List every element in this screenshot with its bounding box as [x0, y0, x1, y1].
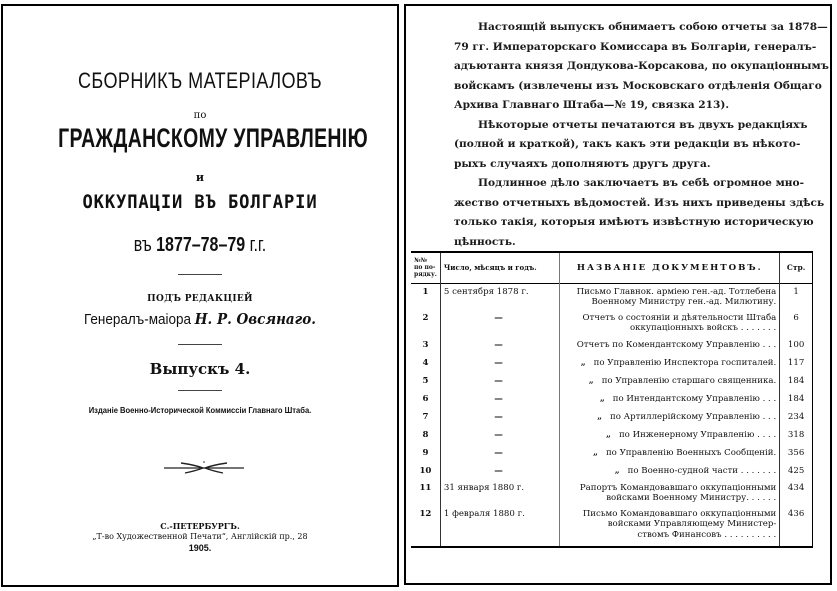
- header-date: Число, мѣсяцъ и годъ.: [440, 252, 559, 283]
- title-line: [563, 297, 776, 308]
- title-text: ствомъ Финансовъ . . . . . . . . . .: [637, 529, 777, 540]
- contents-page: [404, 4, 832, 585]
- title-line: [563, 323, 776, 334]
- title-text: по Интендантскому Управленію . . .: [612, 393, 777, 404]
- row-number: 12: [411, 506, 440, 548]
- row-document-title: [560, 354, 780, 372]
- title-line: [563, 493, 776, 504]
- row-number: 9: [411, 444, 440, 462]
- preface-line: только такія, которыя имѣютъ извѣстную историческую: [454, 216, 814, 228]
- row-number: 2: [411, 310, 440, 336]
- title-conjunction: и: [195, 171, 205, 184]
- row-page: 184: [780, 372, 813, 390]
- title-text: Письмо Командовавшаго оккупаціонными: [582, 508, 777, 519]
- row-document-title: [560, 462, 780, 480]
- row-page: 100: [780, 336, 813, 354]
- row-date: —: [440, 336, 559, 354]
- row-date: —: [440, 426, 559, 444]
- title-line: [563, 519, 776, 530]
- row-page: 356: [780, 444, 813, 462]
- editor-line: [23, 310, 378, 328]
- preface-line: рыхъ случаяхъ дополняютъ другъ друга.: [454, 157, 711, 170]
- table-row: [411, 354, 813, 372]
- table-row: [411, 408, 813, 426]
- row-date: 31 января 1880 г.: [440, 480, 559, 506]
- title-line: [563, 390, 776, 408]
- title-text: по Инженерному Управленію . . . .: [618, 429, 777, 440]
- ditto-mark: „: [597, 411, 603, 422]
- title-text: Письмо Главнок. арміею ген.-ад. Тотлебена: [576, 286, 777, 297]
- preface-paragraph-2: [454, 116, 814, 175]
- row-document-title: [560, 336, 780, 354]
- row-number: 1: [411, 283, 440, 310]
- row-number: 4: [411, 354, 440, 372]
- years-suffix: г.г.: [249, 234, 267, 256]
- row-page: 117: [780, 354, 813, 372]
- table-row: [411, 336, 813, 354]
- title-text: по Управленію Военныхъ Сообщеній.: [605, 447, 777, 458]
- row-date: —: [440, 408, 559, 426]
- title-text: Отчетъ о состояніи и дѣятельности Штаба: [582, 312, 777, 323]
- ditto-mark: „: [580, 357, 586, 368]
- row-date: —: [440, 372, 559, 390]
- title-line: [563, 287, 776, 298]
- ditto-mark: „: [606, 429, 611, 440]
- row-number: 7: [411, 408, 440, 426]
- imprint-city: С.-ПЕТЕРБУРГЪ.: [160, 521, 240, 531]
- preface-line: Подлинное дѣло заключаетъ въ себѣ огромное мно-: [478, 177, 805, 189]
- imprint-year: 1905.: [188, 543, 212, 553]
- years-value: 1877–78–79: [156, 234, 246, 256]
- row-number: 8: [411, 426, 440, 444]
- row-document-title: [560, 480, 780, 506]
- row-date: —: [440, 390, 559, 408]
- title-text: по Управленію Инспектора госпиталей.: [593, 357, 777, 368]
- years-prefix: въ: [133, 234, 152, 256]
- title-line-civil-administration: ГРАЖДАНСКОМУ УПРАВЛЕНІЮ: [58, 123, 368, 153]
- ditto-mark: „: [593, 447, 598, 458]
- title-line: [563, 462, 776, 480]
- row-document-title: [560, 506, 780, 548]
- title-line: [563, 408, 776, 426]
- ditto-mark: „: [588, 375, 594, 386]
- preface-line: жество отчетныхъ вѣдомостей. Изъ нихъ приведены здѣсь: [454, 196, 825, 209]
- title-line: [563, 313, 776, 324]
- row-document-title: [560, 310, 780, 336]
- table-row: [411, 372, 813, 390]
- title-text: войсками Военному Министру. . . . . .: [606, 493, 777, 503]
- row-date: 1 февраля 1880 г.: [440, 506, 559, 548]
- ditto-mark: „: [614, 465, 620, 476]
- preface-line: (полной и краткой), такъ какъ эти редакціи въ нѣкото-: [454, 138, 801, 150]
- preface-paragraph-3: [454, 174, 825, 252]
- preface-line: адъютанта князя Дондукова-Корсакова, по окупаціоннымъ: [454, 60, 829, 72]
- title-page: [1, 4, 399, 587]
- preface-line: Настоящій выпускъ обнимаетъ собою отчеты за 1878—: [478, 21, 828, 33]
- preface-paragraph-1: [454, 18, 829, 116]
- title-line: [563, 483, 776, 494]
- preface-line: 79 гг. Императорскаго Комиссара въ Болгаріи, генералъ-: [454, 40, 817, 53]
- title-line-collection: СБОРНИКЪ МАТЕРІАЛОВЪ: [77, 68, 323, 93]
- divider: [178, 274, 222, 275]
- row-document-title: [560, 426, 780, 444]
- header-number: №№ по по- рядку.: [411, 252, 440, 283]
- row-document-title: [560, 372, 780, 390]
- editor-label: ПОДЪ РЕДАКЦІЕЙ: [147, 294, 253, 304]
- title-line: [563, 336, 776, 354]
- row-date: —: [440, 444, 559, 462]
- title-line: [563, 354, 776, 372]
- title-years: [42, 234, 357, 257]
- header-document-title: НАЗВАНІЕ ДОКУМЕНТОВЪ.: [560, 252, 780, 283]
- preface-line: Архива Главнаго Штаба—№ 19, связка 213).: [454, 99, 730, 111]
- row-date: 5 сентября 1878 г.: [440, 283, 559, 310]
- preface-line: войскамъ (извлечены изъ Московскаго отдѣленія Общаго: [454, 79, 822, 92]
- row-page: 318: [780, 426, 813, 444]
- ditto-mark: „: [599, 393, 605, 404]
- title-line: [563, 444, 776, 462]
- title-line: [563, 509, 776, 520]
- publisher-line: Изданіе Военно-Исторической Коммиссіи Главнаго Штаба.: [88, 406, 312, 415]
- row-number: 10: [411, 462, 440, 480]
- contents-table: [411, 251, 813, 548]
- divider: [178, 390, 222, 391]
- title-line: [563, 372, 776, 390]
- title-line: [563, 426, 776, 444]
- divider: [178, 344, 222, 345]
- header-page: Стр.: [780, 252, 813, 283]
- row-page: 436: [780, 506, 813, 548]
- title-text: по Военно-судной части . . . . . . .: [627, 465, 777, 476]
- row-page: 1: [780, 283, 813, 310]
- title-text: войсками Управляющему Министер-: [607, 519, 777, 529]
- ornamental-flourish-icon: [163, 460, 245, 476]
- row-document-title: [560, 408, 780, 426]
- issue-number: Выпускъ 4.: [149, 360, 251, 378]
- row-page: 184: [780, 390, 813, 408]
- row-date: —: [440, 310, 559, 336]
- table-row: [411, 480, 813, 506]
- title-line: [563, 530, 776, 541]
- row-document-title: [560, 283, 780, 310]
- row-number: 3: [411, 336, 440, 354]
- row-page: 234: [780, 408, 813, 426]
- title-line-occupation: ОККУПАЦІИ ВЪ БОЛГАРІИ: [82, 191, 318, 213]
- row-date: —: [440, 462, 559, 480]
- table-row: [411, 426, 813, 444]
- imprint-printer: „Т-во Художественной Печати“, Англійскій пр., 28: [92, 532, 308, 541]
- title-text: оккупаціонныхъ войскъ . . . . . . .: [630, 323, 777, 333]
- row-document-title: [560, 390, 780, 408]
- editor-name: Н. Р. Овсянаго.: [194, 310, 316, 328]
- row-number: 6: [411, 390, 440, 408]
- preface-line: Нѣкоторые отчеты печатаются въ двухъ редакціяхъ: [478, 118, 808, 131]
- row-date: —: [440, 354, 559, 372]
- row-document-title: [560, 444, 780, 462]
- preface: [454, 18, 829, 252]
- title-text: по Управленію старшаго священника.: [601, 375, 777, 386]
- row-page: 6: [780, 310, 813, 336]
- table-row: [411, 462, 813, 480]
- row-number: 11: [411, 480, 440, 506]
- title-text: Отчетъ по Комендантскому Управленію . . .: [576, 339, 777, 350]
- editor-rank: Генералъ-маіора: [84, 311, 192, 328]
- preface-line: цѣнность.: [454, 235, 516, 248]
- table-row: [411, 506, 813, 548]
- table-row: [411, 444, 813, 462]
- table-body: [411, 283, 813, 547]
- title-text: по Артиллерійскому Управленію . . .: [610, 411, 777, 422]
- table-row: [411, 283, 813, 310]
- row-page: 434: [780, 480, 813, 506]
- table-row: [411, 390, 813, 408]
- row-page: 425: [780, 462, 813, 480]
- table-row: [411, 310, 813, 336]
- row-number: 5: [411, 372, 440, 390]
- title-text: Военному Министру ген.-ад. Милютину.: [591, 297, 777, 307]
- table-header-row: [411, 252, 813, 283]
- title-preposition: по: [193, 110, 207, 121]
- title-text: Рапортъ Командовавшаго оккупаціонными: [579, 482, 777, 493]
